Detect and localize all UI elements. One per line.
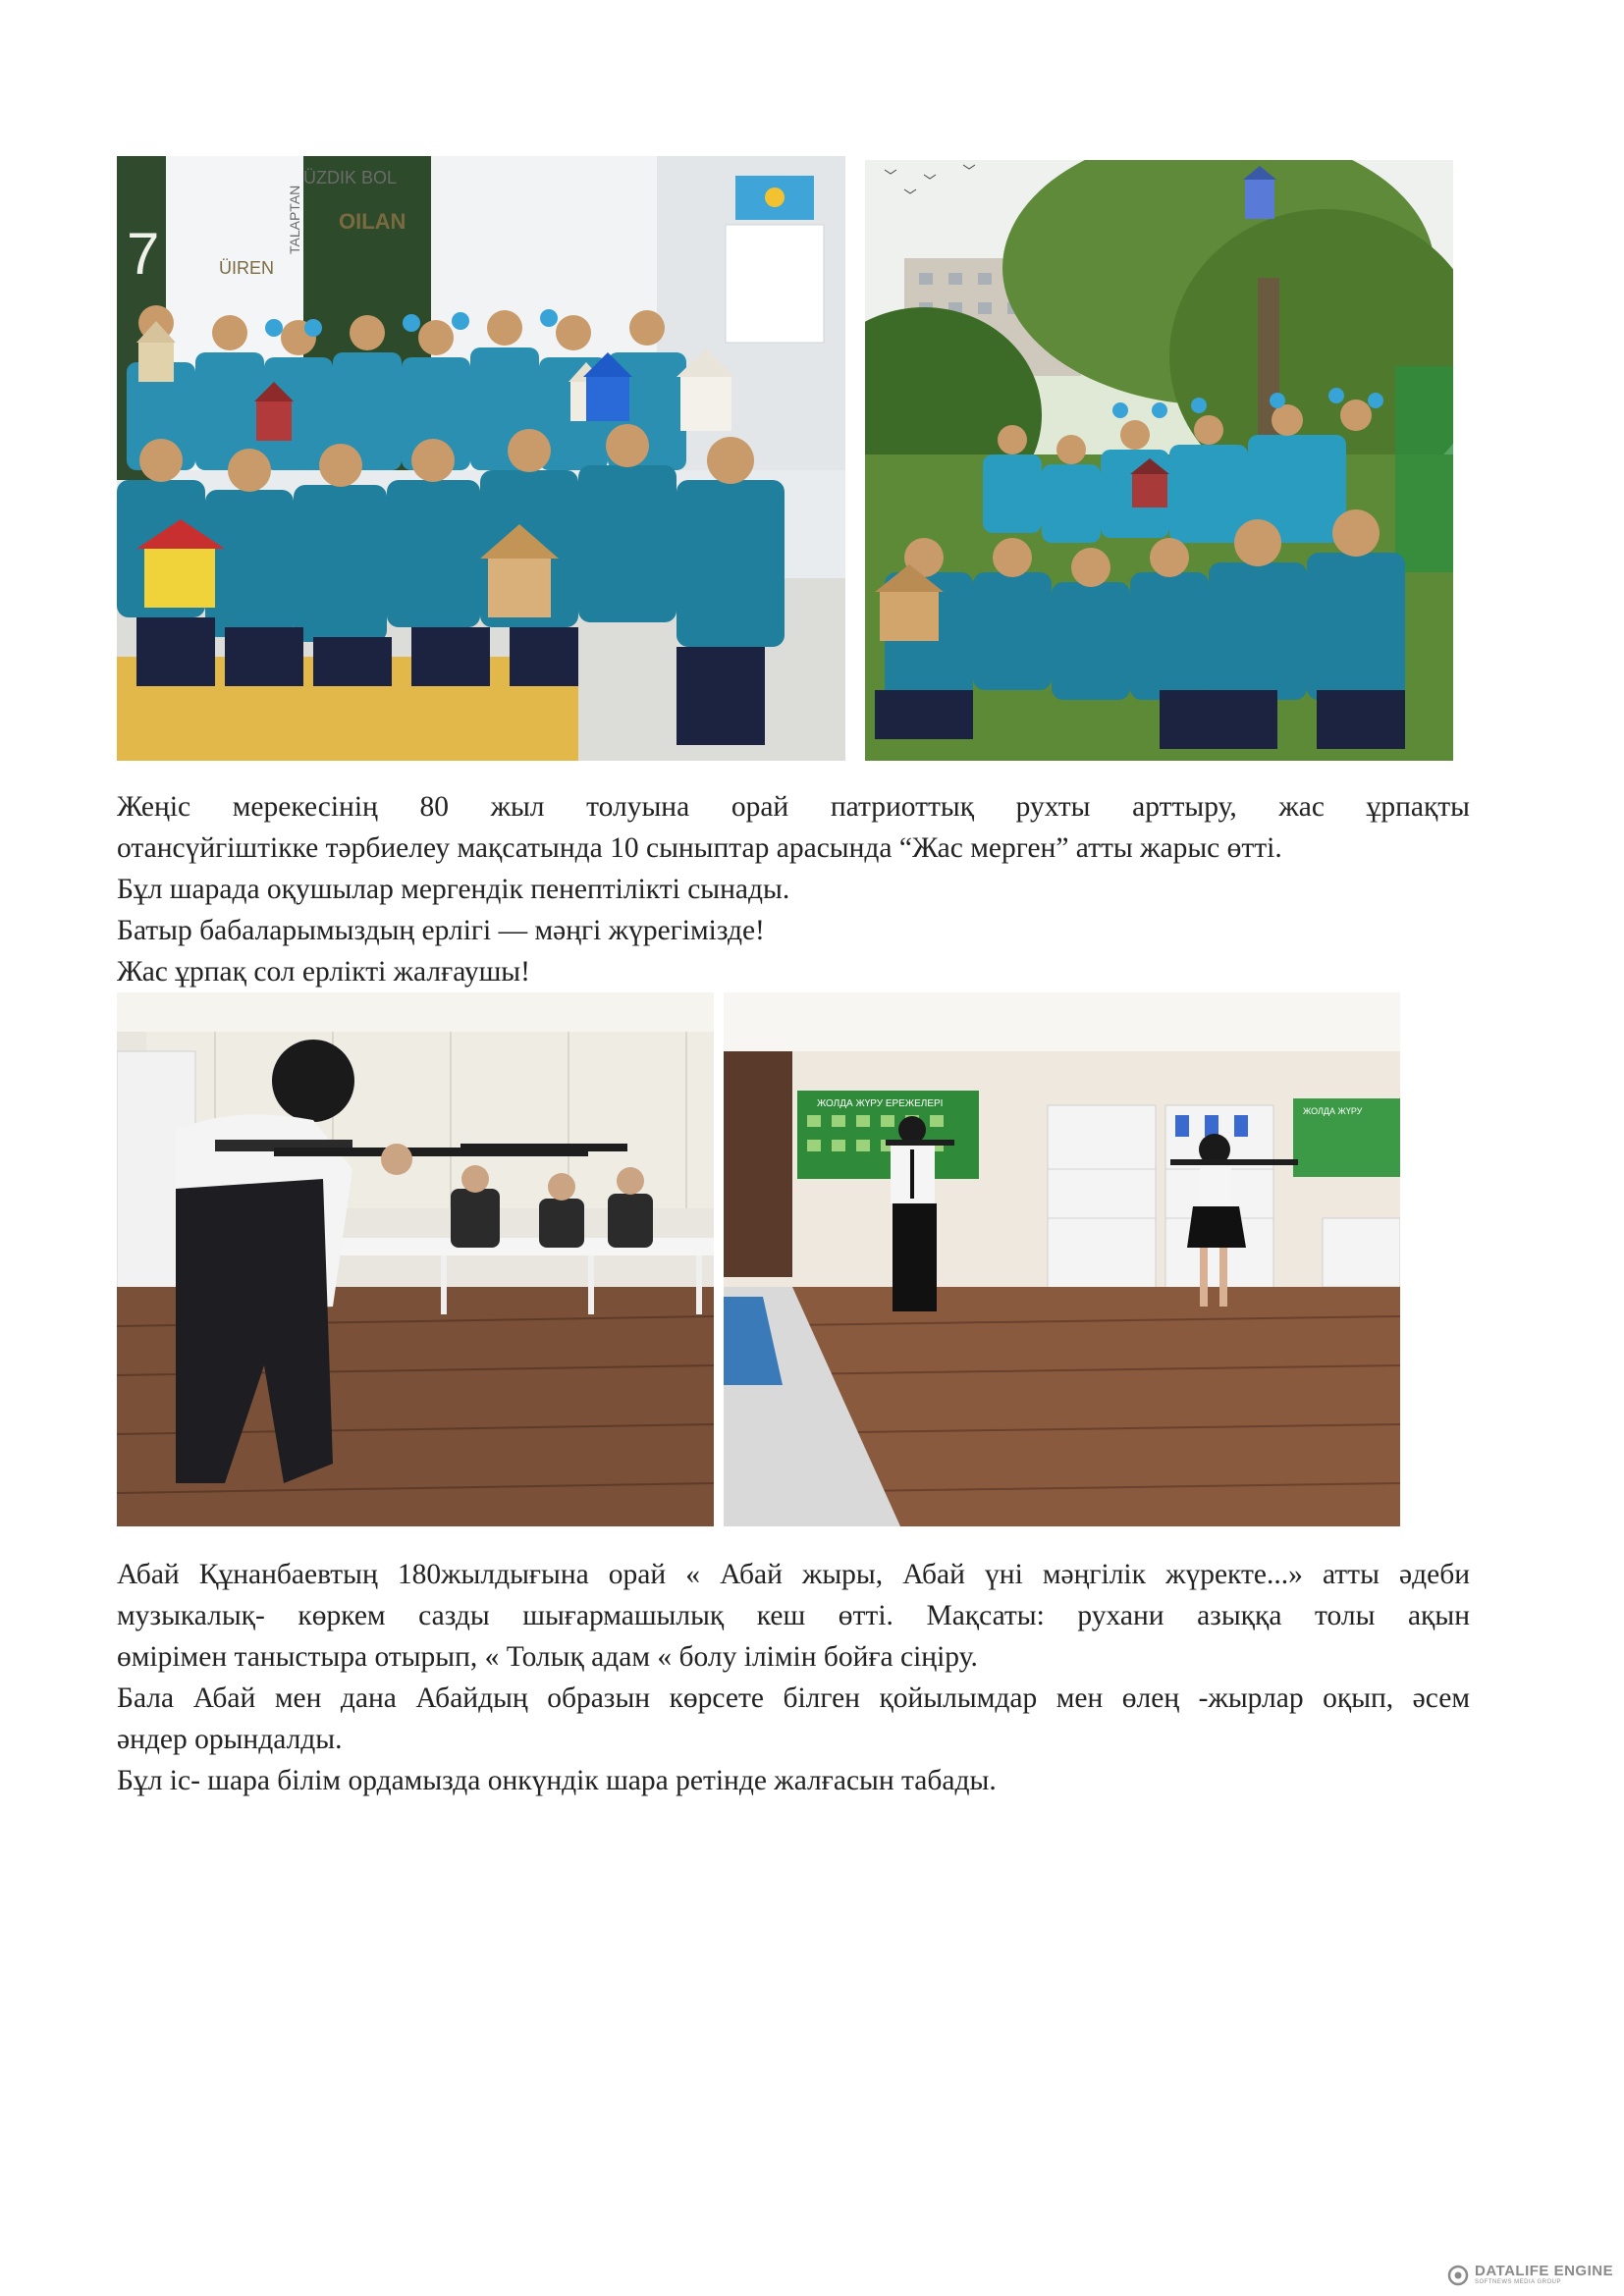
wall-text-2: OILAN: [339, 209, 406, 234]
datalife-engine-icon: [1447, 2265, 1469, 2286]
paragraph2-line1: Абай Құнанбаевтың 180жылдығына орай « Абай жыры, Абай үні мәңгілік жүректе...» атты әдеби: [117, 1559, 1470, 1590]
photo-kids-birdhouses-indoor: [117, 156, 845, 761]
paragraph1-line5: Жас ұрпақ сол ерлікті жалғаушы!: [117, 956, 530, 988]
photo-shooting-classroom-2: [724, 992, 1400, 1526]
paragraph2-line3: өмірімен таныстыра отырып, « Толық адам « болу ілімін бойға сіңіру.: [117, 1641, 978, 1673]
datalife-engine-logo: [1447, 2264, 1613, 2286]
paragraph2-line4: Бала Абай мен дана Абайдың образын көрсете білген қойылымдар мен өлең -жырлар оқып, әсем: [117, 1682, 1470, 1714]
poster-1-title: ЖОЛДА ЖҮРУ ЕРЕЖЕЛЕРІ: [817, 1098, 944, 1109]
paragraph1-line3: Бұл шарада оқушылар мергендік пенептілікті сынады.: [117, 874, 790, 905]
poster-2-title: ЖОЛДА ЖҮРУ: [1303, 1106, 1363, 1116]
photo-shooting-classroom-1: [117, 992, 714, 1526]
logo-subtitle: SOFTNEWS MEDIA GROUP: [1475, 2279, 1562, 2285]
wall-text-3: ÜIREN: [219, 258, 275, 278]
wall-text-4: TALAPTAN: [287, 185, 302, 254]
paragraph2-line5: әндер орындалды.: [117, 1724, 343, 1755]
paragraph1-line1: Жеңіс мерекесінің 80 жыл толуына орай патриоттық рухты арттыру, жас ұрпақты: [117, 791, 1470, 823]
paragraph1-line4: Батыр бабаларымыздың ерлігі — мәңгі жүрегімізде!: [117, 915, 765, 946]
paragraph2-line6: Бұл іс- шара білім ордамызда онкүндік шара ретінде жалғасын табады.: [117, 1765, 997, 1796]
paragraph-abai-evening: [117, 1554, 1470, 1801]
paragraph2-line2: музыкалық- көркем сазды шығармашылық кеш өтті. Мақсаты: рухани азыққа толы ақын: [117, 1600, 1470, 1631]
logo-brand: DATALIFE ENGINE: [1475, 2263, 1614, 2279]
wall-number: 7: [127, 221, 160, 287]
wall-text-1: ÜZDIK BOL: [303, 168, 398, 187]
paragraph-zhas-mergen: [117, 786, 1470, 992]
photo-kids-birdhouses-park: [865, 160, 1453, 761]
paragraph1-line2: отансүйгіштікке тәрбиелеу мақсатында 10 сыныптар арасында “Жас мерген” атты жарыс өтті.: [117, 832, 1282, 864]
